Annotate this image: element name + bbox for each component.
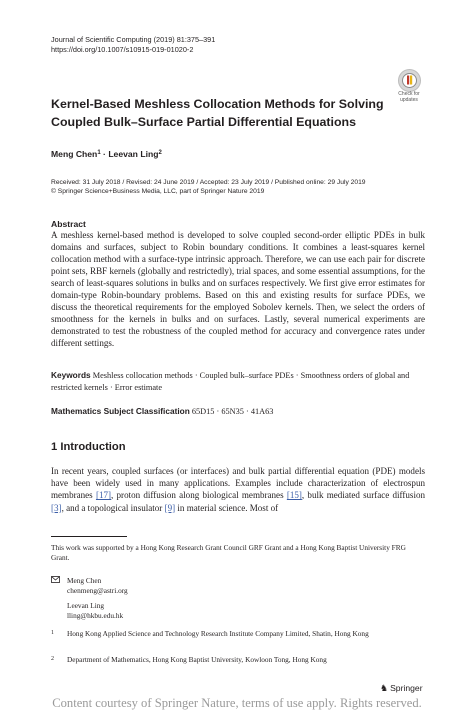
footnote-divider	[51, 536, 127, 537]
author-separator: ·	[103, 149, 106, 159]
introduction-paragraph: In recent years, coupled surfaces (or interfaces) and bulk partial differential equation (PDE) models have been widely used in many applications. Examples include characterization of electrospun membranes [17], proton diffusion along biological membranes [15], bulk mediated surface diffusion [3], and a topological insulator [9] in material science. Most of	[51, 466, 426, 513]
author-name[interactable]: Leevan Ling	[108, 149, 159, 159]
keywords-label: Keywords	[51, 370, 91, 380]
contact-name: Leevan Ling	[67, 601, 105, 610]
affiliation-text: Hong Kong Applied Science and Technology Research Institute Company Limited, Shatin, Hong Kong	[67, 629, 369, 638]
check-for-updates-icon	[398, 69, 421, 92]
author-name[interactable]: Meng Chen	[51, 149, 98, 159]
publisher-logo	[380, 683, 423, 694]
keywords	[51, 369, 425, 394]
affiliation-number: 2	[51, 656, 54, 662]
affiliation-number: 1	[51, 630, 54, 636]
author-affiliation-mark: 1	[97, 150, 101, 156]
section-heading: 1 Introduction	[51, 441, 126, 453]
msc-label: Mathematics Subject Classification	[51, 406, 190, 416]
title-line-1: Kernel-Based Meshless Collocation Methods for Solving	[51, 97, 384, 111]
title-line-2: Coupled Bulk–Surface Partial Differential Equations	[51, 114, 357, 129]
citation-link[interactable]: [3]	[51, 502, 62, 513]
author-affiliation-mark: 2	[158, 150, 162, 156]
keywords-text: Meshless collocation methods · Coupled bulk–surface PDEs · Smoothness orders of global and restricted kernels · Error estimate	[51, 371, 410, 392]
publication-dates: Received: 31 July 2018 / Revised: 24 June 2019 / Accepted: 23 July 2019 / Published online: 29 July 2019	[51, 179, 366, 186]
citation-link[interactable]: [9]	[164, 502, 176, 513]
copyright-notice: © Springer Science+Business Media, LLC, part of Springer Nature 2019	[51, 188, 265, 195]
journal-citation: Journal of Scientific Computing (2019) 81:375–391	[51, 35, 216, 44]
affiliation-text: Department of Mathematics, Hong Kong Baptist University, Kowloon Tong, Hong Kong	[67, 655, 327, 664]
citation-link[interactable]: [15]	[286, 490, 302, 501]
contact-name: Meng Chen	[67, 576, 102, 585]
subject-classification	[51, 405, 273, 418]
author-list	[51, 147, 162, 160]
contact-email[interactable]: chenmeng@astri.org	[67, 586, 128, 595]
paper-title	[51, 96, 411, 131]
msc-codes: 65D15 · 65N35 · 41A63	[191, 407, 274, 416]
abstract-body: A meshless kernel-based method is developed to solve coupled second-order elliptic PDEs in bulk domains and surfaces, subject to Robin boundary conditions. It combines a least-squares kernel collocation method with a surface-type intrinsic approach. Therefore, we can use each pair for discrete point sets, RBF kernels (globally and restrictedly), trial spaces, and some essential assumptions, for the search of least-squares solutions in bulks and on surfaces respectively. We first give error estimates for domain-type Robin-boundary problems. Based on this and existing results for surface PDEs, we discuss the theoretical requirements for the employed Sobolev kernels. Then, we select the orders of smoothness for the kernels in bulks and on surfaces. Lastly, several numerical experiments are demonstrated to test the robustness of the coupled method for accuracy and convergence rates under different settings.	[51, 230, 425, 348]
doi-link[interactable]: https://doi.org/10.1007/s10915-019-01020-2	[51, 45, 194, 54]
courtesy-watermark: Content courtesy of Springer Nature, terms of use apply. Rights reserved.	[52, 696, 422, 710]
funding-footnote: This work was supported by a Hong Kong Research Grant Council GRF Grant and a Hong Kong Baptist University FRG Grant.	[51, 543, 406, 562]
envelope-icon	[51, 576, 60, 586]
publisher-name: Springer	[390, 683, 423, 693]
abstract-heading: Abstract	[51, 219, 86, 229]
springer-horse-icon: ♞	[380, 683, 389, 693]
citation-link[interactable]: [17]	[95, 490, 112, 501]
contact-email[interactable]: lling@hkbu.edu.hk	[67, 611, 124, 620]
check-for-updates-label: Check for updates	[398, 91, 420, 103]
